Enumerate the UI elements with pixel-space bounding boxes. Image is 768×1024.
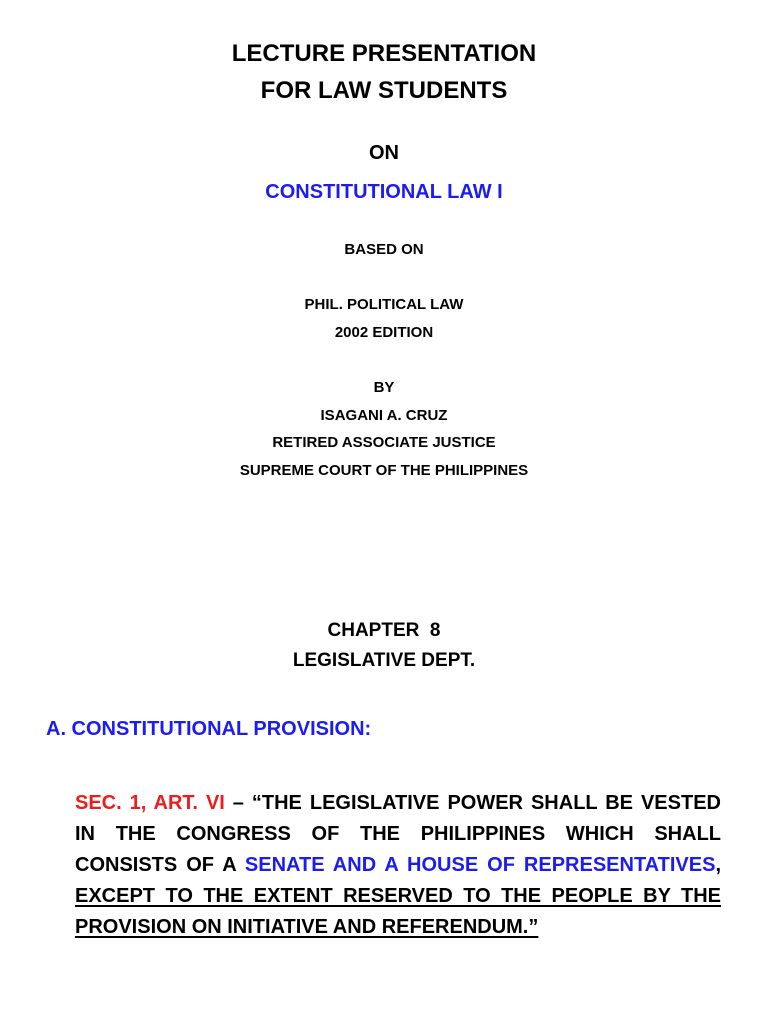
title-line-1: LECTURE PRESENTATION xyxy=(231,40,537,67)
document-title xyxy=(0,35,768,109)
chapter-name: LEGISLATIVE DEPT. xyxy=(292,650,476,671)
title-line-2: FOR LAW STUDENTS xyxy=(260,77,508,104)
book-info xyxy=(0,291,768,346)
subject-title: CONSTITUTIONAL LAW I xyxy=(265,181,503,203)
provision-text xyxy=(75,788,721,943)
chapter-heading xyxy=(0,616,768,676)
based-on-label: BASED ON xyxy=(344,241,424,258)
section-heading: A. CONSTITUTIONAL PROVISION: xyxy=(46,718,372,740)
provision-underlined: EXCEPT TO THE EXTENT RESERVED TO THE PEOPLE BY THE PROVISION ON INITIATIVE AND REFERENDUM.” xyxy=(75,885,721,938)
author-info xyxy=(0,374,768,484)
chapter-number: CHAPTER 8 xyxy=(327,620,441,641)
book-title: PHIL. POLITICAL LAW xyxy=(304,296,464,313)
on-label: ON xyxy=(369,142,399,164)
author-name: ISAGANI A. CRUZ xyxy=(320,406,448,424)
provision-text-part1: – “THE LEGISLATIVE POWER SHALL BE VESTED IN THE CONGRESS OF THE PHILIPPINES WHICH SHALL CONSISTS OF A xyxy=(75,792,721,876)
book-edition: 2002 EDITION xyxy=(334,323,434,341)
author-court: SUPREME COURT OF THE PHILIPPINES xyxy=(239,461,529,479)
author-title: RETIRED ASSOCIATE JUSTICE xyxy=(272,434,496,451)
provision-citation: SEC. 1, ART. VI xyxy=(75,792,225,814)
provision-comma: , xyxy=(715,854,721,876)
provision-highlight: SENATE AND A HOUSE OF REPRESENTATIVES xyxy=(244,854,716,876)
by-label: BY xyxy=(373,379,395,396)
